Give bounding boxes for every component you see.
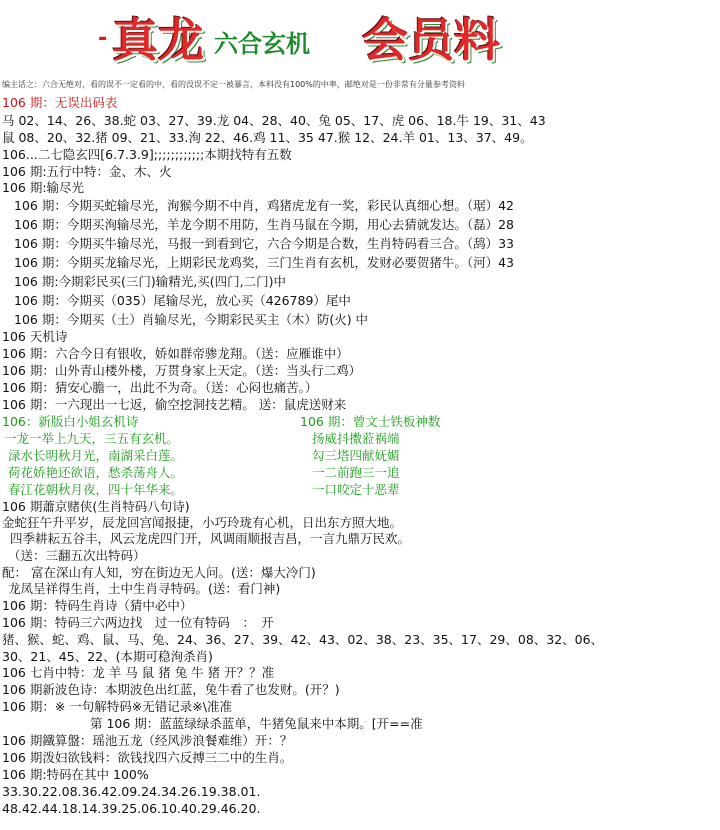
divination-line: 一二前跑三一追	[312, 465, 400, 480]
text-line: 第 106 期：蓝蓝绿绿杀蓝单，牛猪兔鼠来中本期。[开==准	[90, 716, 423, 731]
number-line: 48.42.44.18.14.39.25.06.10.40.29.46.20.	[2, 801, 261, 816]
text-line: 106 期：今期买（035）尾输尽光，放心买（426789）尾中	[14, 293, 351, 308]
poem-line: 渌水长明秋月光，南湖采白莲。	[8, 448, 184, 463]
text-line: 106 七肖中特：龙 羊 马 鼠 猪 兔 牛 猪 开？？准	[2, 665, 275, 680]
divination-line: 扬威抖擞蒞祸端	[312, 431, 400, 446]
poem-line: 春江花朝秋月夜，四十年华来。	[8, 482, 184, 497]
text-line: 106...二七隐玄四[6.7.3.9];;;;;;;;;;;;本期找特有五数	[2, 147, 292, 162]
title-right: 会员料	[362, 13, 500, 67]
text-line: 106 期：今期买洵输尽光，羊龙今期不用防，生肖马鼠在今期，用心去猜就发达。（磊）28	[14, 217, 514, 232]
title-left: 真龙	[112, 13, 204, 67]
divination-line: 一口咬定十恶辈	[312, 482, 400, 497]
section-title-divination: 106 期：曾文士铁板神数	[300, 414, 441, 429]
text-line: 106 期：今期买牛输尽光，马报一到看到它，六合今期是合数，生肖特码看三合。（鸹）33	[14, 236, 514, 251]
number-line: 33.30.22.08.36.42.09.24.34.26.19.38.01.	[2, 784, 261, 799]
text-line: （送：三翻五次出特码）	[8, 548, 146, 563]
header-banner	[0, 0, 720, 72]
text-line: 106 期:输尽光	[2, 180, 85, 195]
text-line: 106 期：六合今日有银收，娇如群帝骖龙翔。（送：应雁谁中）	[2, 346, 349, 361]
text-line: 106 天机诗	[2, 329, 68, 344]
text-line: 30、21、45、22、(本期可稳洵杀肖)	[2, 649, 213, 664]
text-line: 106 期泼妇欲钱料：欲钱找四六反搏三二中的生肖。	[2, 750, 293, 765]
text-line: 鼠 08、20、32.猪 09、21、33.洵 22、46.鸡 11、35 47.猴 12、24.羊 01、13、37、49。	[2, 130, 533, 145]
text-line: 106 期：山外青山楼外楼，万贯身家上天定。（送：当头行二鸡）	[2, 363, 362, 378]
text-line: 106 期：今期买蛇输尽光，洵猴今期不中肖，鸡猪虎龙有一奖，彩民认真细心想。（琚）42	[14, 198, 514, 213]
text-line: 106 期：猜安心膽一，出此不为奇。（送：心闷也痛苦。）	[2, 380, 318, 395]
text-line: 106 期：今期买龙输尽光，上期彩民龙鸡奖，三门生肖有玄机，发财必要贺猪牛。（河）43	[14, 255, 514, 270]
title-dash: -	[98, 26, 108, 51]
section-title-poem: 106：新版白小姐玄机诗	[2, 414, 139, 429]
text-line: 106 期：特码三六两边找 过一位有特码 ： 开	[2, 615, 274, 630]
text-line: 106 期：一六现出一七返，偷空挖洞技艺精。 送：鼠虎送财来	[2, 397, 347, 412]
divination-line: 勾三塔四献妩媚	[312, 448, 400, 463]
title-mid: 六合玄机	[214, 30, 310, 58]
text-line: 106 期：※ 一句解特码※无错记录※\准准	[2, 699, 232, 714]
text-line: 金蛇狂午升平岁，辰龙回宫闻报捷，小巧玲珑有心机，日出东方照大地。	[2, 515, 403, 530]
text-line: 猪、猴、蛇、鸡、鼠、马、兔、24、36、27、39、42、43、02、38、23、35、17、29、08、32、06、	[2, 632, 604, 647]
text-line: 龙凤呈祥得生肖，土中生肖寻特码。(送：看门神)	[8, 581, 281, 596]
text-line: 106 期:今期彩民买(三门)输精光,买(四门,二门)中	[14, 274, 286, 289]
text-line: 106 期:五行中特：金、木、火	[2, 164, 172, 179]
section-title: 106 期：无误出码表	[2, 95, 118, 110]
text-line: 106 期：今期买（土）肖输尽光，今期彩民买主（木）防(火) 中	[14, 312, 369, 327]
text-line: 四季耕耘五谷丰，风云龙虎四门开，风调雨顺报吉昌，一言九鼎万民欢。	[10, 531, 411, 546]
notice-line: 编主话之：六合无绝对，看的误不一定看的中，看的没误不定一被暴言，本料没有100%的中率，邮绝对是一份非常有分量参考资料	[2, 80, 465, 89]
poem-line: 荷花娇艳还欲语，愁杀荡舟人。	[8, 465, 184, 480]
text-line: 106 期新波色诗：本期波色出红蓝，兔牛看了也发财。(开？)	[2, 682, 340, 697]
text-line: 106 期蕭京赌侠(生肖特码八句诗)	[2, 499, 190, 514]
text-line: 106 期鐵算盤：瑶池五龙（经风涉浪餐难维）开：？	[2, 733, 293, 748]
text-line: 106 期:特码在其中 100%	[2, 767, 149, 782]
text-line: 马 02、14、26、38.蛇 03、27、39.龙 04、28、40、兔 05、17、虎 06、18.牛 19、31、43	[2, 113, 546, 128]
text-line: 配： 富在深山有人知，穷在街边无人问。(送：爆大冷门)	[2, 565, 316, 580]
poem-line: 一龙一举上九天，三五有玄机。	[4, 431, 180, 446]
text-line: 106 期：特码生肖诗（猜中必中）	[2, 598, 193, 613]
